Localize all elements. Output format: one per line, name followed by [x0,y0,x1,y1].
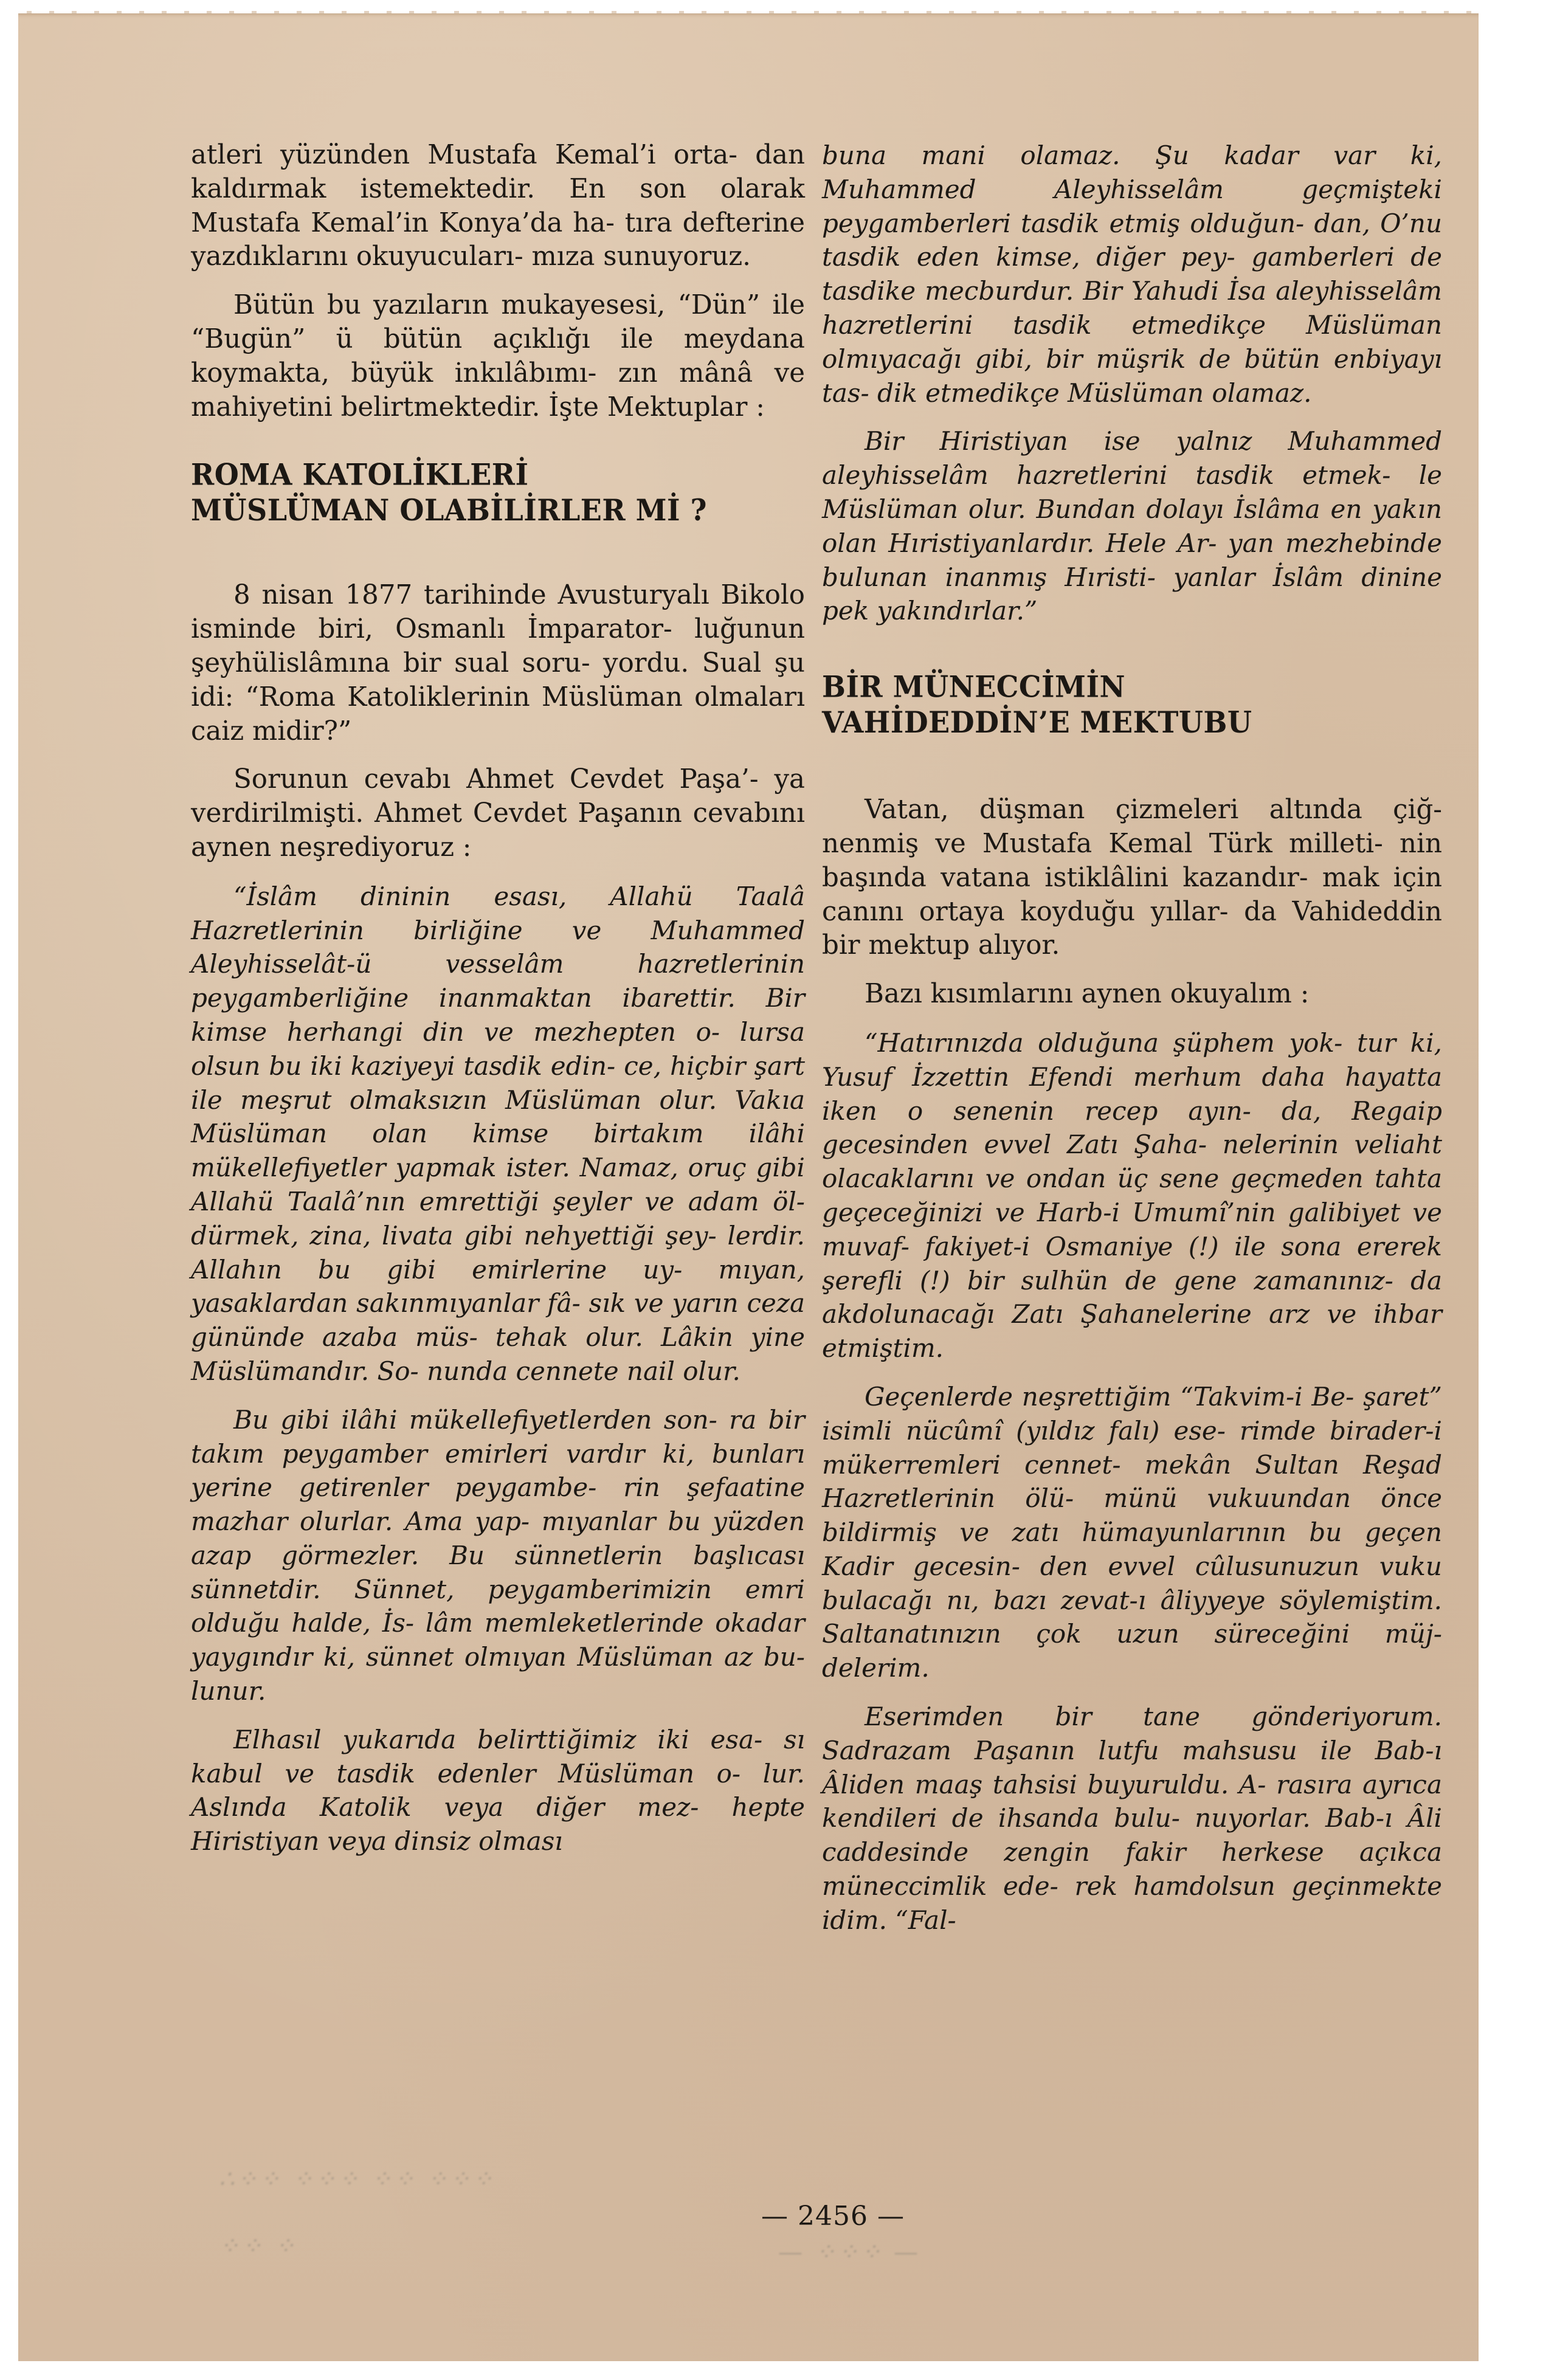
body-paragraph: Sorunun cevabı Ahmet Cevdet Paşa’- ya verdirilmişti. Ahmet Cevdet Paşanın cevabını aynen neşrediyoruz : [191,764,805,863]
bleed-through-marks: ⁘⁘ ⁘ [219,2232,298,2260]
letter-paragraph: Eserimden bir tane gönderiyorum. Sadrazam Paşanın lutfu mahsusu ile Bab-ı Âliden maaş tahsisi buyuruldu. A- rasıra ayrıca kendileri de ihsanda bulu- nuyorlar. Bab-ı Âli caddesinde zengin fakir herkese açıkca müneccimlik ede- rek hamdolsun geçinmekte idim. “Fal- [822,1702,1442,1935]
heading-line: MÜSLÜMAN OLABİLİRLER Mİ ? [191,493,708,528]
quote-paragraph: Bir Hiristiyan ise yalnız Muhammed aleyhisselâm hazretlerini tasdik etmek- le Müslüman olur. Bundan dolayı İslâma en yakın olan Hıristiyanlardır. Hele Ar- yan mezhebinde bulunan inanmış Hıristi- yanlar İslâm dinine pek yakındırlar.” [822,426,1442,626]
heading-line: VAHİDEDDİN’E MEKTUBU [822,705,1252,740]
letter-paragraph: “Hatırınızda olduğuna şüphem yok- tur ki, Yusuf İzzettin Efendi merhum daha hayatta iken o senenin recep ayın- da, Regaip gecesinden evvel Zatı Şaha- nelerinin veliaht olacaklarını ve ondan üç sene geçmeden tahta geçeceğinizi ve Harb-i Umumî’nin galibiyet ve muvaf- fakiyet-i Osmaniye (!) ile sona ererek şerefli (!) bir sulhün de gene zamanınız- da akdolunacağı Zatı Şahanelerine arz ve ihbar etmiştim. [822,1027,1442,1364]
bleed-through-marks: ∴⁘⁘ ⁘⁘⁘ ⁘⁘ ⁘⁘⁘ [219,2165,495,2193]
section-heading [191,457,805,529]
quote-paragraph: buna mani olamaz. Şu kadar var ki, Muhammed Aleyhisselâm geçmişteki peygamberleri tasdik etmiş olduğun- dan, O’nu tasdik eden kimse, diğer pey- gamberleri de tasdike mecburdur. Bir Yahudi İsa aleyhisselâm hazretlerini tasdik etmedikçe Müslüman olmıyacağı gibi, bir müşrik de bütün enbiyayı tas- dik etmedikçe Müslüman olamaz. [822,140,1442,408]
heading-line: BİR MÜNECCİMİN [822,669,1126,705]
section-heading [822,669,1442,740]
right-column [822,139,1442,1952]
newspaper-page [18,13,1479,2361]
body-paragraph: 8 nisan 1877 tarihinde Avusturyalı Bikolo isminde biri, Osmanlı İmparator- luğunun şeyhülislâmına bir sual soru- yordu. Sual şu idi: “Roma Katoliklerinin Müslüman olmaları caiz midir?” [191,580,805,747]
intro-paragraph: atleri yüzünden Mustafa Kemal’i orta- dan kaldırmak istemektedir. En son olarak Mustafa Kemal’in Konya’da ha- tıra defterine yazdıklarını okuyucuları- mıza sunuyoruz. [191,140,805,272]
page-number: — 2456 — [761,2201,905,2232]
left-column [191,139,805,1873]
quote-paragraph: Bu gibi ilâhi mükellefiyetlerden son- ra bir takım peygamber emirleri vardır ki, bunları yerine getirenler peygambe- rin şefaatine mazhar olurlar. Ama yap- mıyanlar bu yüzden azap görmezler. Bu sünnetlerin başlıcası sünnetdir. Sünnet, peygamberimizin emri olduğu halde, İs- lâm memleketlerinde okadar yaygındır ki, sünnet olmıyan Müslüman az bu- lunur. [191,1404,805,1706]
letter-paragraph: Geçenlerde neşrettiğim “Takvim-i Be- şaret” isimli nücûmî (yıldız falı) ese- rimde birader-i mükerremleri cennet- mekân Sultan Reşad Hazretlerinin ölü- münü vukuundan önce bildirmiş ve zatı hümayunlarının bu geçen Kadir gecesin- den evvel cûlusunuzun vuku bulacağı nı, bazı zevat-ı âliyyeye söylemiştim. Saltanatınızın çok uzun süreceğini müj- delerim. [822,1381,1442,1683]
bleed-through-marks: — ⁘⁘⁘ — [778,2238,920,2266]
intro-paragraph: Bütün bu yazıların mukayesesi, “Dün” ile “Bugün” ü bütün açıklığı ile meydana koymakta, büyük inkılâbımı- zın mânâ ve mahiyetini belirtmektedir. İşte Mektuplar : [191,290,805,423]
body-paragraph: Bazı kısımlarını aynen okuyalım : [865,979,1310,1010]
heading-line: ROMA KATOLİKLERİ [191,457,529,492]
quote-paragraph: “İslâm dininin esası, Allahü Taalâ Hazretlerinin birliğine ve Muhammed Aleyhisselât-ü vesselâm hazretlerinin peygamberliğine inanmaktan ibarettir. Bir kimse herhangi din ve mezhepten o- lursa olsun bu iki kaziyeyi tasdik edin- ce, hiçbir şart ile meşrut olmaksızın Müslüman olur. Vakıa Müslüman olan kimse birtakım ilâhi mükellefiyetler yapmak ister. Namaz, oruç gibi Allahü Taalâ’nın emrettiği şeyler ve adam öl- dürmek, zina, livata gibi nehyettiği şey- lerdir. Allahın bu gibi emirlerine uy- mıyan, yasaklardan sakınmıyanlar fâ- sık ve yarın ceza gününde azaba müs- tehak olur. Lâkin yine Müslümandır. So- nunda cennete nail olur. [191,881,805,1386]
body-paragraph: Vatan, düşman çizmeleri altında çiğ- nenmiş ve Mustafa Kemal Türk milleti- nin başında vatana istiklâlini kazandır- mak için canını ortaya koyduğu yıllar- da Vahideddin bir mektup alıyor. [822,795,1442,961]
quote-paragraph: Elhasıl yukarıda belirttiğimiz iki esa- sı kabul ve tasdik edenler Müslüman o- lur. Aslında Katolik veya diğer mez- hepte Hiristiyan veya dinsiz olması [191,1724,805,1857]
